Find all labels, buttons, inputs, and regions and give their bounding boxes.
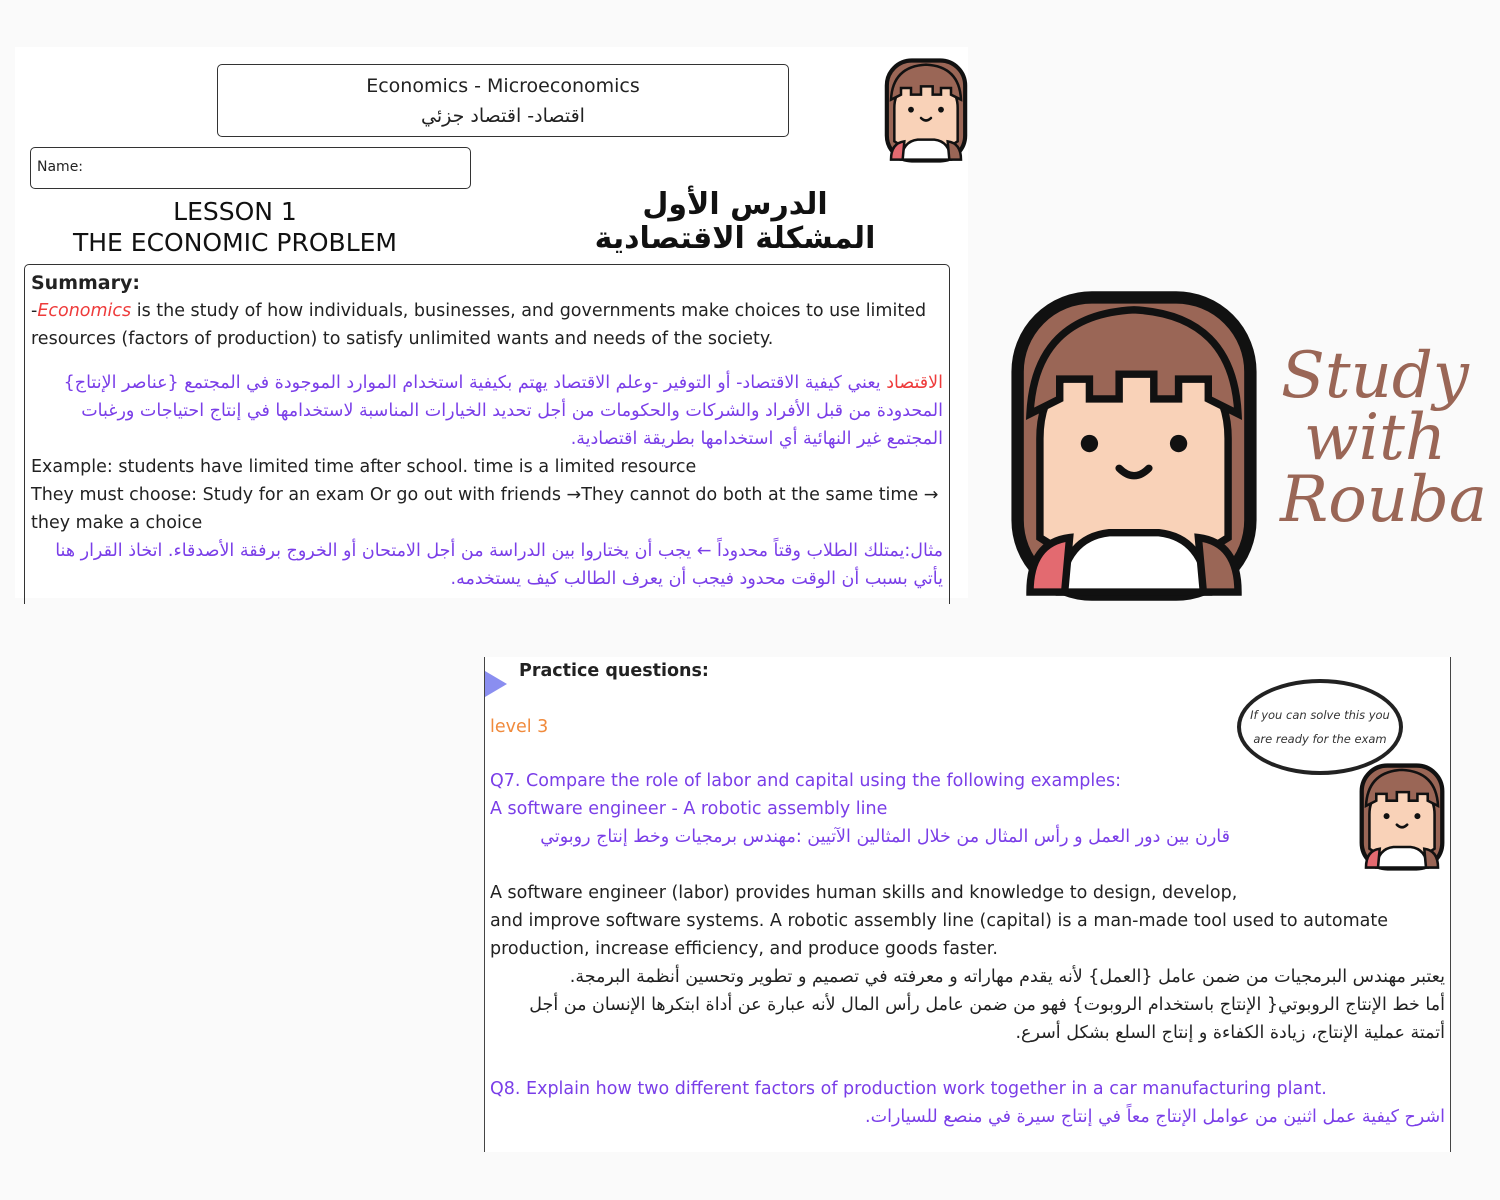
brand-line: Rouba	[1280, 463, 1488, 537]
avatar	[1359, 763, 1445, 871]
example-text: Example: students have limited time after school. time is a limited resource	[31, 457, 697, 477]
arrow-icon	[485, 671, 507, 697]
summary-definition	[31, 297, 943, 353]
summary-box	[24, 264, 950, 604]
q7-text: Q7. Compare the role of labor and capital using the following examples:	[490, 771, 1122, 791]
lesson-title	[40, 196, 430, 258]
example-text-ar: مثال:يمتلك الطلاب وقتاً محدوداً ← يجب أن يختاروا بين الدراسة من أجل الامتحان أو الخروج برفقة الأصدقاء. اتخاذ القرار هنا يأتي بسبب أن الوقت محدود فيجب أن يعرف الطالب كيف يستخدمه.	[55, 541, 943, 589]
brand-logo	[1280, 339, 1488, 537]
summary-heading: Summary:	[31, 272, 140, 294]
dash: -	[31, 301, 38, 321]
avatar	[884, 58, 968, 163]
q8-text: Q8. Explain how two different factors of production work together in a car manufacturing plant.	[490, 1079, 1327, 1099]
q7-examples: A software engineer - A robotic assembly line	[490, 799, 888, 819]
course-title-en: Economics - Microeconomics	[366, 75, 640, 97]
q7-answer	[490, 879, 1445, 1047]
large-avatar	[1010, 290, 1258, 602]
definition-text-ar: يعني كيفية الاقتصاد- أو التوفير -وعلم الاقتصاد يهتم بكيفية استخدام الموارد الموجودة في المجتمع {عناصر الإنتاج} المحدودة من قبل الأفراد والشركات والحكومات من أجل تحديد الخيارات المناسبة لاستخدامها في إنتاج احتياجات ورغبات المجتمع غير النهائية أي استخدامها بطريقة اقتصادية.	[63, 373, 943, 449]
summary-definition-ar	[31, 369, 943, 453]
q7-question	[490, 767, 1230, 851]
name-label: Name:	[37, 159, 84, 175]
brand-line: Study	[1281, 339, 1469, 413]
lesson-number-ar: الدرس الأول	[642, 187, 828, 222]
q8-question	[490, 1075, 1445, 1131]
answer-text-ar: يعتبر مهندس البرمجيات من ضمن عامل {العمل} لأنه يقدم مهاراته و معرفته في تصميم و تطوير وتحسين أنظمة البرمجة.	[569, 967, 1445, 987]
speech-bubble: If you can solve this you are ready for the exam	[1237, 679, 1403, 775]
lesson-title-ar	[580, 188, 890, 256]
answer-text: and improve software systems. A robotic assembly line (capital) is a man-made tool used to automate production, increase efficiency, and produce goods faster.	[490, 911, 1388, 959]
choice-text: They must choose: Study for an exam Or go out with friends →They cannot do both at the same time → they make a choice	[31, 485, 939, 533]
answer-text-ar: أما خط الإنتاج الروبوتي{ الإنتاج باستخدام الروبوت} فهو من ضمن عامل رأس المال لأنه عبارة عن أداة ابتكرها الإنسان من أجل أتمتة عملية الإنتاج، زيادة الكفاءة و إنتاج السلع بشكل أسرع.	[529, 995, 1445, 1043]
economics-term-ar: الاقتصاد	[886, 373, 943, 393]
brand-line: with	[1303, 401, 1447, 475]
answer-text: A software engineer (labor) provides human skills and knowledge to design, develop,	[490, 883, 1238, 903]
practice-page	[484, 657, 1451, 1152]
q7-text-ar: قارن بين دور العمل و رأس المثال من خلال المثالين الآتيين :مهندس برمجيات وخط إنتاج روبوتي	[540, 827, 1230, 847]
lesson-topic-ar: المشكلة الاقتصادية	[594, 221, 876, 256]
lesson-topic: THE ECONOMIC PROBLEM	[72, 228, 398, 257]
q8-text-ar: اشرح كيفية عمل اثنين من عوامل الإنتاج معاً في إنتاج سيرة في منصع للسيارات.	[865, 1107, 1445, 1127]
course-header	[217, 64, 789, 137]
level-label: level 3	[490, 717, 549, 737]
course-title-ar: اقتصاد- اقتصاد جزئي	[421, 105, 585, 127]
name-field[interactable]	[30, 147, 471, 189]
practice-heading: Practice questions:	[519, 661, 709, 681]
lesson-number: LESSON 1	[173, 197, 297, 226]
definition-text: is the study of how individuals, businesses, and governments make choices to use limited resources (factors of production) to satisfy unlimited wants and needs of the society.	[31, 301, 927, 349]
economics-term: Economics	[37, 301, 132, 321]
